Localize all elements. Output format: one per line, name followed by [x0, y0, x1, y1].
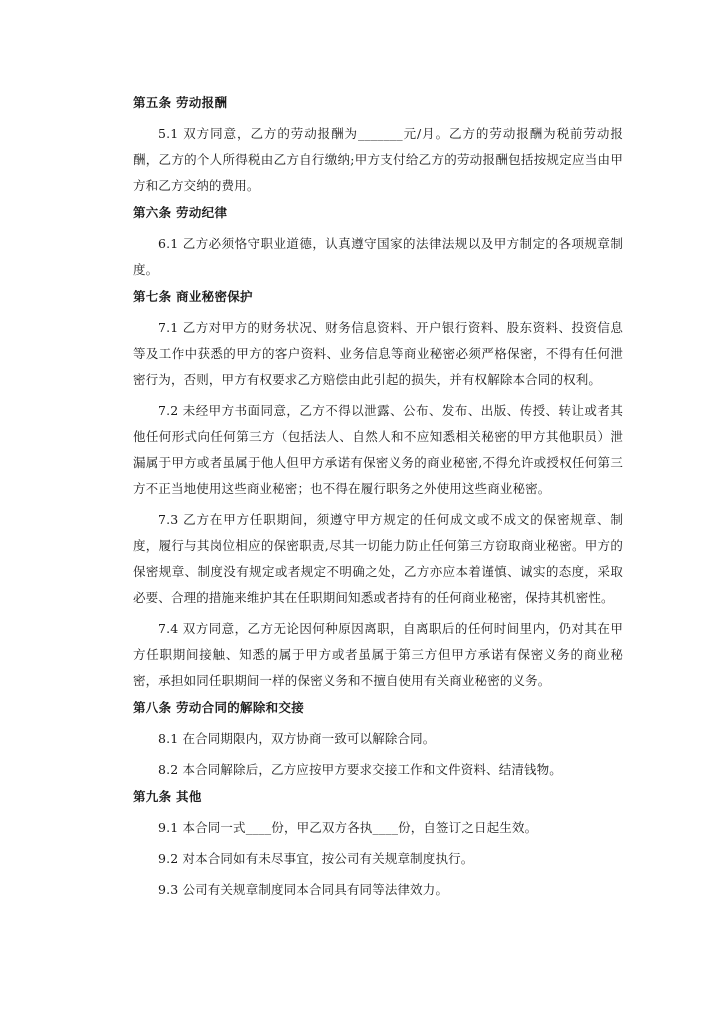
clause-8-2: 8.2 本合同解除后，乙方应按甲方要求交接工作和文件资料、结清钱物。 — [158, 762, 562, 777]
clause-9-3: 9.3 公司有关规章制度同本合同具有同等法律效力。 — [158, 882, 449, 897]
section-9-heading: 第九条 其他 — [133, 789, 202, 804]
document-page — [133, 94, 623, 908]
clause-7-1: 7.1 乙方对甲方的财务状况、财务信息资料、开户银行资料、股东资料、投资信息等及工作中获悉的甲方的客户资料、业务信息等商业秘密必须严格保密，不得有任何泄密行为，否则，甲方有权要求乙方赔偿由此引起的损失，并有权解除本合同的权利。 — [133, 320, 623, 387]
clause-9-1: 9.1 本合同一式____份，甲乙双方各执____份，自签订之日起生效。 — [158, 820, 538, 835]
clause-7-2: 7.2 未经甲方书面同意，乙方不得以泄露、公布、发布、出版、传授、转让或者其他任何形式向任何第三方（包括法人、自然人和不应知悉相关秘密的甲方其他职员）泄漏属于甲方或者虽属于他人但甲方承诺有保密义务的商业秘密,不得允许或授权任何第三方不正当地使用这些商业秘密；也不得在履行职务之外使用这些商业秘密。 — [133, 403, 623, 496]
clause-8-1: 8.1 在合同期限内，双方协商一致可以解除合同。 — [158, 731, 436, 746]
section-7-heading: 第七条 商业秘密保护 — [133, 289, 253, 304]
clause-9-2: 9.2 对本合同如有未尽事宜，按公司有关规章制度执行。 — [158, 851, 474, 866]
section-8-heading: 第八条 劳动合同的解除和交接 — [133, 700, 305, 715]
clause-7-4: 7.4 双方同意，乙方无论因何种原因离职，自离职后的任何时间里内，仍对其在甲方任职期间接触、知悉的属于甲方或者虽属于第三方但甲方承诺有保密义务的商业秘密，承担如同任职期间一样的保密义务和不擅自使用有关商业秘密的义务。 — [133, 621, 623, 688]
clause-7-3: 7.3 乙方在甲方任职期间，须遵守甲方规定的任何成文或不成文的保密规章、制度，履行与其岗位相应的保密职责,尽其一切能力防止任何第三方窃取商业秘密。甲方的保密规章、制度没有规定或者规定不明确之处，乙方亦应本着谨慎、诚实的态度，采取必要、合理的措施来维护其在任职期间知悉或者持有的任何商业秘密，保持其机密性。 — [133, 512, 623, 605]
section-6-heading: 第六条 劳动纪律 — [133, 205, 228, 220]
section-5-heading: 第五条 劳动报酬 — [133, 95, 228, 110]
clause-5-1: 5.1 双方同意，乙方的劳动报酬为_______元/月。乙方的劳动报酬为税前劳动报酬，乙方的个人所得税由乙方自行缴纳;甲方支付给乙方的劳动报酬包括按规定应当由甲方和乙方交纳的费用。 — [133, 126, 623, 193]
clause-6-1: 6.1 乙方必须恪守职业道德，认真遵守国家的法律法规以及甲方制定的各项规章制度。 — [133, 236, 623, 277]
